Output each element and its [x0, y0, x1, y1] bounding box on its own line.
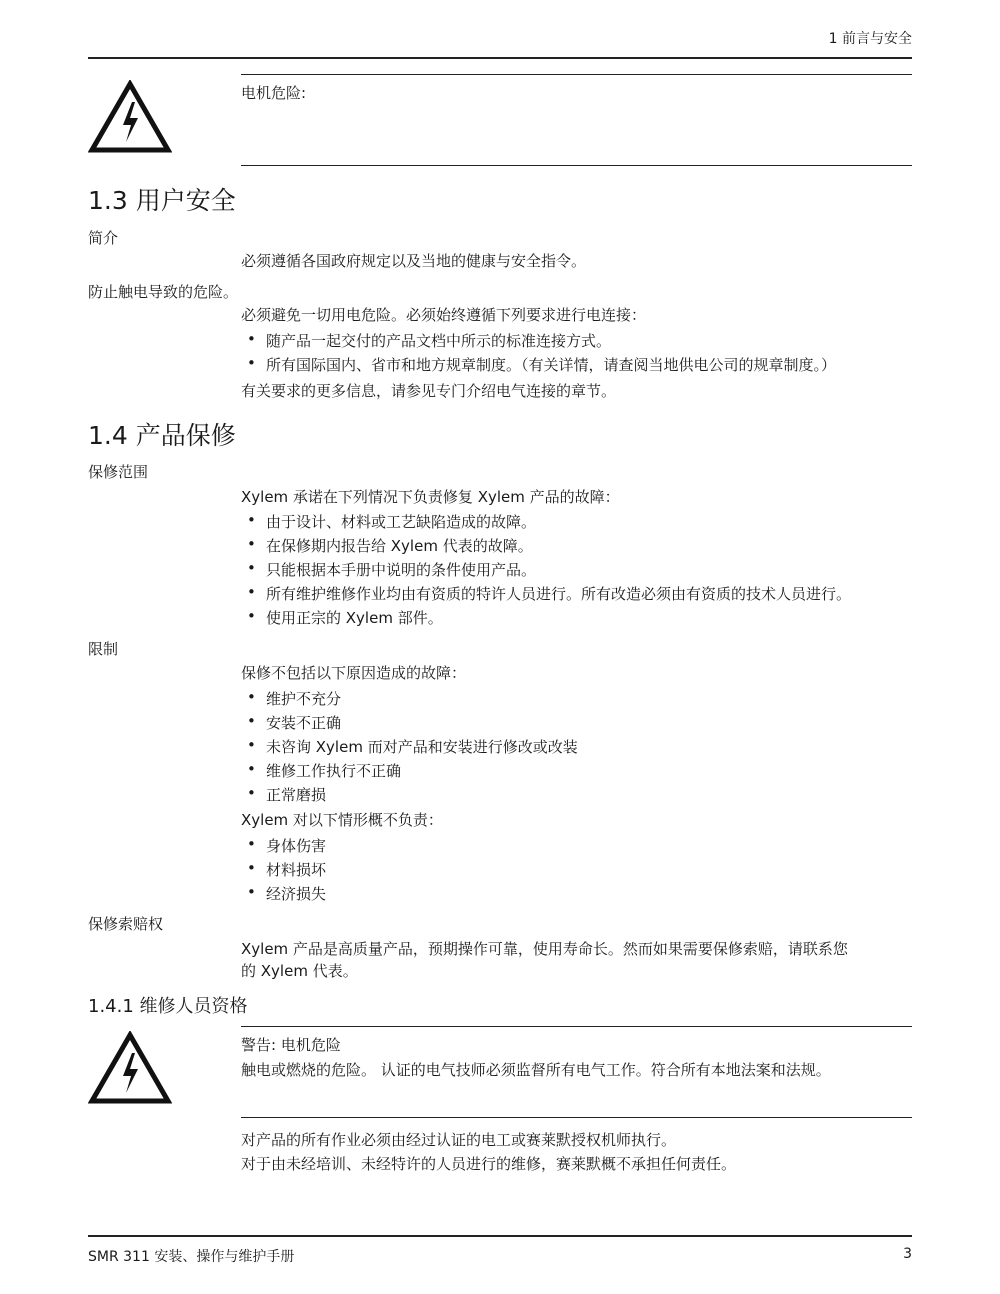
qualification-para-2: 对于由未经培训、未经特许的人员进行的维修，赛莱默概不承担任何责任。 — [241, 1155, 737, 1173]
list-item: • 材料损坏 — [247, 859, 326, 880]
section-1-4-1-title: 1.4.1 维修人员资格 — [88, 996, 248, 1017]
shock-text: 必须避免一切用电危险。必须始终遵循下列要求进行电连接： — [241, 306, 647, 324]
notice-bottom-rule — [241, 165, 912, 166]
qualification-para-1: 对产品的所有作业必须由经过认证的电工或赛莱默授权机师执行。 — [241, 1131, 677, 1149]
list-item: • 使用正宗的 Xylem 部件。 — [247, 607, 443, 628]
intro-text: 必须遵循各国政府规定以及当地的健康与安全指令。 — [241, 252, 587, 270]
electrical-hazard-icon — [88, 80, 172, 154]
liability-text: Xylem 对以下情形概不负责： — [241, 811, 443, 829]
header-rule — [88, 57, 912, 59]
list-item: • 所有国际国内、省市和地方规章制度。（有关详情，请查阅当地供电公司的规章制度。） — [247, 354, 836, 375]
shock-label: 防止触电导致的危险。 — [88, 283, 239, 301]
chapter-header: 1 前言与安全 — [828, 31, 912, 47]
list-item: • 维修工作执行不正确 — [247, 760, 401, 781]
list-item: • 正常磨损 — [247, 784, 326, 805]
notice-top-rule — [241, 74, 912, 75]
list-item: • 在保修期内报告给 Xylem 代表的故障。 — [247, 535, 533, 556]
section-1-3-title: 1.3 用户安全 — [88, 186, 236, 215]
list-item: • 经济损失 — [247, 883, 326, 904]
coverage-text: Xylem 承诺在下列情况下负责修复 Xylem 产品的故障： — [241, 488, 620, 506]
list-item: • 身体伤害 — [247, 835, 326, 856]
coverage-label: 保修范围 — [88, 463, 149, 481]
intro-label: 简介 — [88, 229, 119, 247]
electrical-hazard-icon — [88, 1031, 172, 1105]
page-number: 3 — [903, 1246, 912, 1262]
notice-title: 电机危险: — [241, 84, 307, 102]
claim-text-line-1: Xylem 产品是高质量产品，预期操作可靠，使用寿命长。然而如果需要保修索赔，请联系您 — [241, 940, 848, 958]
list-item: • 只能根据本手册中说明的条件使用产品。 — [247, 559, 536, 580]
list-item: • 随产品一起交付的产品文档中所示的标准连接方式。 — [247, 330, 611, 351]
list-item: • 安装不正确 — [247, 712, 341, 733]
claim-label: 保修索赔权 — [88, 915, 164, 933]
footer-rule — [88, 1235, 912, 1237]
manual-title: SMR 311 安装、操作与维护手册 — [88, 1249, 295, 1265]
warning-top-rule — [241, 1026, 912, 1027]
warning-text: 触电或燃烧的危险。 认证的电气技师必须监督所有电气工作。符合所有本地法案和法规。 — [241, 1061, 831, 1079]
list-item: • 由于设计、材料或工艺缺陷造成的故障。 — [247, 511, 536, 532]
warning-bottom-rule — [241, 1117, 912, 1118]
warning-title: 警告: 电机危险 — [241, 1036, 341, 1054]
limits-label: 限制 — [88, 640, 119, 658]
shock-more-text: 有关要求的更多信息，请参见专门介绍电气连接的章节。 — [241, 382, 617, 400]
limits-text: 保修不包括以下原因造成的故障： — [241, 664, 467, 682]
section-1-4-title: 1.4 产品保修 — [88, 421, 236, 450]
claim-text-line-2: 的 Xylem 代表。 — [241, 962, 358, 980]
list-item: • 维护不充分 — [247, 688, 341, 709]
list-item: • 所有维护维修作业均由有资质的特许人员进行。所有改造必须由有资质的技术人员进行。 — [247, 583, 851, 604]
list-item: • 未咨询 Xylem 而对产品和安装进行修改或改装 — [247, 736, 578, 757]
